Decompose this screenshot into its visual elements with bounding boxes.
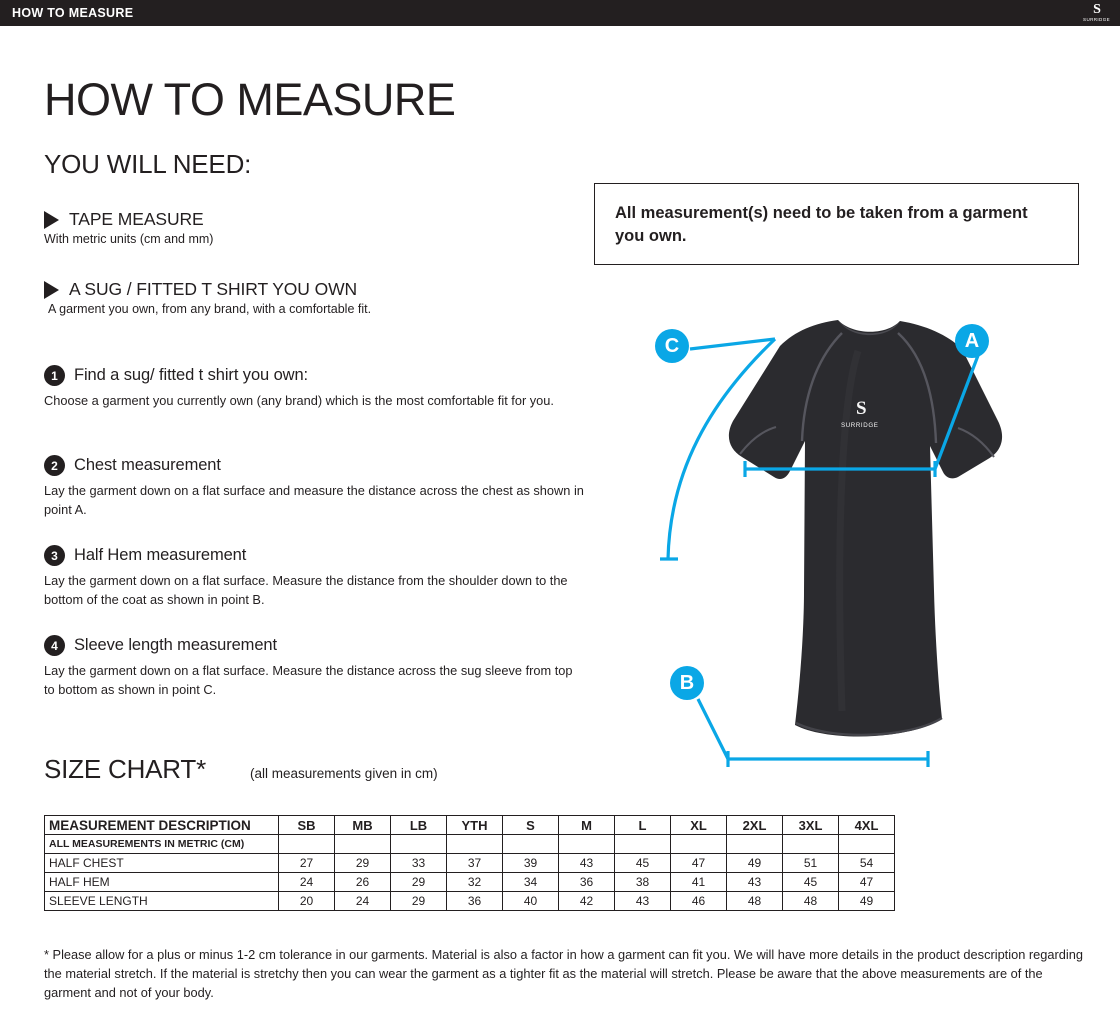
cell-value: 29 xyxy=(391,892,447,911)
step-number-badge: 1 xyxy=(44,365,65,386)
metric-note-label: ALL MEASUREMENTS IN METRIC (CM) xyxy=(45,835,279,854)
step-3 xyxy=(44,545,584,609)
table-header-row xyxy=(45,816,895,835)
table-row-metric-note xyxy=(45,835,895,854)
cell-value: 47 xyxy=(839,873,895,892)
column-header-lb: LB xyxy=(391,816,447,835)
cell-value: 43 xyxy=(727,873,783,892)
step-body: Lay the garment down on a flat surface. Measure the distance across the sug sleeve from top to bottom as shown in point C. xyxy=(44,663,573,697)
step-number-badge: 4 xyxy=(44,635,65,656)
cell-value: 43 xyxy=(559,854,615,873)
metric-note-cell xyxy=(839,835,895,854)
brand-wordmark: SURRIDGE xyxy=(1083,17,1110,23)
notice-text: All measurement(s) need to be taken from a garment you own. xyxy=(615,204,1028,246)
step-number-badge: 2 xyxy=(44,455,65,476)
cell-value: 46 xyxy=(671,892,727,911)
step-body: Lay the garment down on a flat surface and measure the distance across the chest as shown in point A. xyxy=(44,483,584,517)
column-header-xl: XL xyxy=(671,816,727,835)
shirt-shape xyxy=(729,320,1002,736)
svg-text:S: S xyxy=(856,398,867,419)
column-header-s: S xyxy=(503,816,559,835)
cell-value: 36 xyxy=(447,892,503,911)
need-subtitle: With metric units (cm and mm) xyxy=(44,232,214,246)
garment-diagram xyxy=(590,291,1100,791)
metric-note-cell xyxy=(559,835,615,854)
cell-value: 37 xyxy=(447,854,503,873)
column-header-3xl: 3XL xyxy=(783,816,839,835)
step-1 xyxy=(44,365,584,411)
table-row xyxy=(45,854,895,873)
top-bar xyxy=(0,0,1120,26)
brand-logo xyxy=(1083,3,1120,23)
callout-b: B xyxy=(670,666,704,700)
cell-value: 26 xyxy=(335,873,391,892)
top-bar-title: HOW TO MEASURE xyxy=(12,6,134,20)
metric-note-cell xyxy=(447,835,503,854)
row-label-half-hem: HALF HEM xyxy=(45,873,279,892)
need-item-fitted-shirt xyxy=(44,279,371,316)
need-item-tape-measure xyxy=(44,209,213,246)
need-title: TAPE MEASURE xyxy=(69,209,204,229)
page-content xyxy=(0,26,1120,1013)
garment-illustration-svg xyxy=(590,291,1100,791)
step-title: Find a sug/ fitted t shirt you own: xyxy=(74,366,309,384)
metric-note-cell xyxy=(279,835,335,854)
cell-value: 43 xyxy=(615,892,671,911)
cell-value: 42 xyxy=(559,892,615,911)
you-will-need-heading: YOU WILL NEED: xyxy=(44,149,252,179)
triangle-bullet-icon xyxy=(44,281,59,299)
step-4 xyxy=(44,635,584,699)
column-header-m: M xyxy=(559,816,615,835)
table-row xyxy=(45,892,895,911)
step-title: Half Hem measurement xyxy=(74,546,247,564)
step-title: Sleeve length measurement xyxy=(74,636,277,654)
row-label-sleeve-length: SLEEVE LENGTH xyxy=(45,892,279,911)
column-header-mb: MB xyxy=(335,816,391,835)
cell-value: 36 xyxy=(559,873,615,892)
metric-note-cell xyxy=(335,835,391,854)
step-2 xyxy=(44,455,584,519)
cell-value: 51 xyxy=(783,854,839,873)
cell-value: 38 xyxy=(615,873,671,892)
metric-note-cell xyxy=(391,835,447,854)
metric-note-cell xyxy=(727,835,783,854)
cell-value: 24 xyxy=(335,892,391,911)
metric-note-cell xyxy=(783,835,839,854)
cell-value: 54 xyxy=(839,854,895,873)
cell-value: 34 xyxy=(503,873,559,892)
cell-value: 45 xyxy=(615,854,671,873)
cell-value: 47 xyxy=(671,854,727,873)
cell-value: 40 xyxy=(503,892,559,911)
table-row xyxy=(45,873,895,892)
step-body: Lay the garment down on a flat surface. Measure the distance from the shoulder down to the bottom of the coat as shown in point B. xyxy=(44,573,568,607)
size-chart-heading-group xyxy=(44,754,438,785)
column-header-yth: YTH xyxy=(447,816,503,835)
column-header-sb: SB xyxy=(279,816,335,835)
row-label-half-chest: HALF CHEST xyxy=(45,854,279,873)
cell-value: 24 xyxy=(279,873,335,892)
cell-value: 32 xyxy=(447,873,503,892)
cell-value: 39 xyxy=(503,854,559,873)
column-header-description: MEASUREMENT DESCRIPTION xyxy=(45,816,279,835)
size-chart-subheading: (all measurements given in cm) xyxy=(250,766,438,781)
step-number-badge: 3 xyxy=(44,545,65,566)
step-body: Choose a garment you currently own (any brand) which is the most comfortable fit for you. xyxy=(44,393,554,408)
page-title: HOW TO MEASURE xyxy=(44,74,456,125)
brand-mark-icon: S xyxy=(1093,2,1100,18)
cell-value: 29 xyxy=(335,854,391,873)
triangle-bullet-icon xyxy=(44,211,59,229)
svg-text:SURRIDGE: SURRIDGE xyxy=(841,422,879,429)
footnote-text: * Please allow for a plus or minus 1-2 cm tolerance in our garments. Material is also a factor in how a garment can fit you. We will have more details in the product description regarding the material stretch. If the material is stretchy then you can wear the garment as a tighter fit as the material will stretch. Please be aware that the above measurements are of the garment and not of your body. xyxy=(44,947,1083,1001)
size-chart-heading: SIZE CHART* xyxy=(44,754,207,784)
cell-value: 49 xyxy=(727,854,783,873)
size-chart-table xyxy=(44,815,895,911)
cell-value: 49 xyxy=(839,892,895,911)
cell-value: 33 xyxy=(391,854,447,873)
metric-note-cell xyxy=(615,835,671,854)
cell-value: 27 xyxy=(279,854,335,873)
metric-note-cell xyxy=(503,835,559,854)
cell-value: 41 xyxy=(671,873,727,892)
callout-a: A xyxy=(955,324,989,358)
need-title: A SUG / FITTED T SHIRT YOU OWN xyxy=(69,279,358,299)
step-title: Chest measurement xyxy=(74,456,221,474)
cell-value: 20 xyxy=(279,892,335,911)
column-header-l: L xyxy=(615,816,671,835)
notice-box xyxy=(594,183,1079,265)
column-header-2xl: 2XL xyxy=(727,816,783,835)
cell-value: 48 xyxy=(727,892,783,911)
cell-value: 29 xyxy=(391,873,447,892)
column-header-4xl: 4XL xyxy=(839,816,895,835)
cell-value: 45 xyxy=(783,873,839,892)
callout-c: C xyxy=(655,329,689,363)
need-subtitle: A garment you own, from any brand, with a comfortable fit. xyxy=(48,302,372,316)
cell-value: 48 xyxy=(783,892,839,911)
metric-note-cell xyxy=(671,835,727,854)
